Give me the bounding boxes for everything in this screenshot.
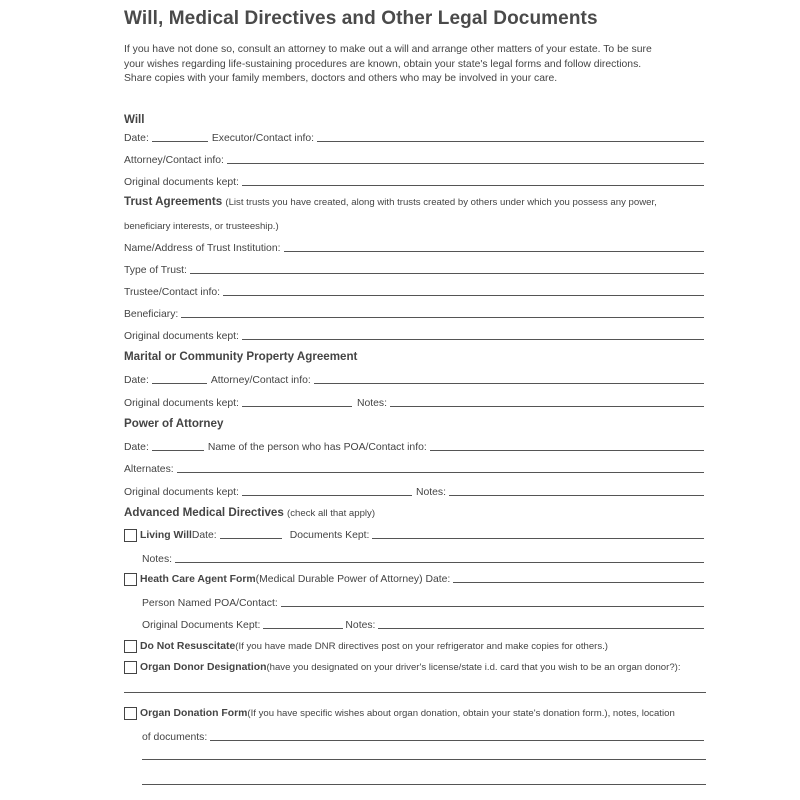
organ-donor-checkbox[interactable]	[124, 661, 137, 674]
trust-original-label: Original documents kept:	[124, 331, 239, 342]
will-date-row	[124, 130, 706, 144]
trust-type-label: Type of Trust:	[124, 265, 187, 276]
amd-heading-label: Advanced Medical Directives	[124, 506, 284, 519]
hca-note: (Medical Durable Power of Attorney) Date:	[255, 574, 451, 585]
dnr-note: (If you have made DNR directives post on your refrigerator and make copies for others.)	[235, 641, 609, 652]
of-documents-field[interactable]	[210, 740, 704, 741]
trust-original-field[interactable]	[242, 339, 704, 340]
trustee-field[interactable]	[223, 295, 704, 296]
page-title: Will, Medical Directives and Other Legal Documents	[124, 8, 598, 29]
intro-line: Share copies with your family members, doctors and others who may be involved in your care.	[124, 73, 558, 84]
trust-institution-label: Name/Address of Trust Institution:	[124, 243, 281, 254]
poa-alternates-row	[124, 461, 706, 475]
trust-note: (List trusts you have created, along with trusts created by others under which you possess any power,	[225, 197, 657, 208]
living-will-date-field[interactable]	[220, 538, 282, 539]
intro-line: your wishes regarding life-sustaining procedures are known, obtain your state's legal forms and follow directions.	[124, 58, 642, 70]
trust-institution-field[interactable]	[284, 251, 704, 252]
will-original-row	[124, 174, 706, 188]
living-will-checkbox[interactable]	[124, 529, 137, 542]
beneficiary-label: Beneficiary:	[124, 309, 179, 320]
poa-notes-field[interactable]	[449, 495, 704, 496]
trust-type-row	[124, 262, 706, 276]
poa-heading: Power of Attorney	[124, 417, 224, 430]
organ-donor-label: Organ Donor Designation	[140, 662, 267, 673]
marital-original-row	[124, 395, 706, 409]
organ-donor-answer-line[interactable]	[124, 692, 706, 693]
organ-donation-notes-line[interactable]	[142, 759, 706, 760]
intro-text	[124, 43, 724, 87]
poa-name-field[interactable]	[430, 450, 704, 451]
organ-donor-note: (have you designated on your driver's license/state i.d. card that you wish to be an organ donor?):	[266, 662, 681, 673]
poa-original-label: Original documents kept:	[124, 487, 239, 498]
organ-donation-note: (If you have specific wishes about organ donation, obtain your state's donation form.), notes, location	[247, 708, 675, 719]
organ-donation-checkbox[interactable]	[124, 707, 137, 720]
hca-original-field[interactable]	[263, 628, 343, 629]
dnr-label: Do Not Resuscitate	[140, 641, 236, 652]
marital-attorney-field[interactable]	[314, 383, 704, 384]
marital-heading: Marital or Community Property Agreement	[124, 350, 358, 363]
hca-label: Heath Care Agent Form	[140, 574, 256, 585]
hca-original-label: Original Documents Kept:	[142, 620, 261, 631]
poa-name-label: Name of the person who has POA/Contact info:	[207, 442, 427, 453]
living-will-notes-row	[142, 551, 706, 565]
dnr-checkbox[interactable]	[124, 640, 137, 653]
hca-original-row	[142, 617, 706, 631]
amd-heading	[124, 506, 375, 519]
intro-line: If you have not done so, consult an attorney to make out a will and arrange other matters of your estate. To be sure	[124, 44, 652, 55]
organ-donation-notes-line[interactable]	[142, 784, 706, 785]
living-will-notes-field[interactable]	[175, 562, 704, 563]
will-attorney-field[interactable]	[227, 163, 704, 164]
marital-attorney-label: Attorney/Contact info:	[210, 375, 311, 386]
hca-notes-field[interactable]	[378, 628, 704, 629]
poa-alternates-field[interactable]	[177, 472, 704, 473]
trustee-label: Trustee/Contact info:	[124, 287, 221, 298]
beneficiary-row	[124, 306, 706, 320]
trust-type-field[interactable]	[190, 273, 704, 274]
trust-heading	[124, 195, 657, 208]
beneficiary-field[interactable]	[181, 317, 704, 318]
poa-date-label: Date:	[124, 442, 149, 453]
hca-date-field[interactable]	[453, 582, 704, 583]
poa-alternates-label: Alternates:	[124, 464, 174, 475]
organ-donation-label: Organ Donation Form	[140, 708, 248, 719]
trust-note-row	[124, 218, 706, 232]
hca-row	[124, 572, 706, 585]
trust-note-continued: beneficiary interests, or trusteeship.)	[124, 221, 279, 232]
trust-original-row	[124, 328, 706, 342]
person-named-row	[142, 595, 706, 609]
dnr-row	[124, 639, 608, 652]
will-heading: Will	[124, 113, 145, 126]
living-will-date-label: Date:	[191, 530, 217, 541]
executor-field[interactable]	[317, 141, 704, 142]
trust-institution-row	[124, 240, 706, 254]
marital-date-field[interactable]	[152, 383, 207, 384]
person-named-field[interactable]	[281, 606, 704, 607]
of-documents-row	[142, 729, 706, 743]
trustee-row	[124, 284, 706, 298]
marital-notes-field[interactable]	[390, 406, 704, 407]
poa-notes-label: Notes:	[415, 487, 446, 498]
marital-notes-label: Notes:	[356, 398, 387, 409]
hca-checkbox[interactable]	[124, 573, 137, 586]
poa-date-row	[124, 439, 706, 453]
living-will-notes-label: Notes:	[142, 554, 173, 565]
trust-heading-label: Trust Agreements	[124, 195, 223, 208]
will-original-label: Original documents kept:	[124, 177, 239, 188]
will-original-field[interactable]	[242, 185, 704, 186]
poa-original-row	[124, 484, 706, 498]
will-date-label: Date:	[124, 133, 149, 144]
organ-donation-row	[124, 706, 675, 719]
marital-original-field[interactable]	[242, 406, 352, 407]
poa-date-field[interactable]	[152, 450, 204, 451]
will-attorney-label: Attorney/Contact info:	[124, 155, 224, 166]
hca-notes-label: Notes:	[345, 620, 376, 631]
will-attorney-row	[124, 152, 706, 166]
documents-kept-field[interactable]	[372, 538, 704, 539]
person-named-label: Person Named POA/Contact:	[142, 598, 278, 609]
amd-note: (check all that apply)	[287, 508, 376, 519]
of-documents-label: of documents:	[142, 732, 208, 743]
will-date-field[interactable]	[152, 141, 208, 142]
marital-original-label: Original documents kept:	[124, 398, 239, 409]
organ-donor-row	[124, 660, 681, 673]
documents-kept-label: Documents Kept:	[289, 530, 370, 541]
marital-date-row	[124, 372, 706, 386]
poa-original-field[interactable]	[242, 495, 412, 496]
living-will-row	[124, 528, 706, 541]
marital-date-label: Date:	[124, 375, 149, 386]
living-will-label: Living Will	[140, 530, 192, 541]
executor-label: Executor/Contact info:	[211, 133, 315, 144]
